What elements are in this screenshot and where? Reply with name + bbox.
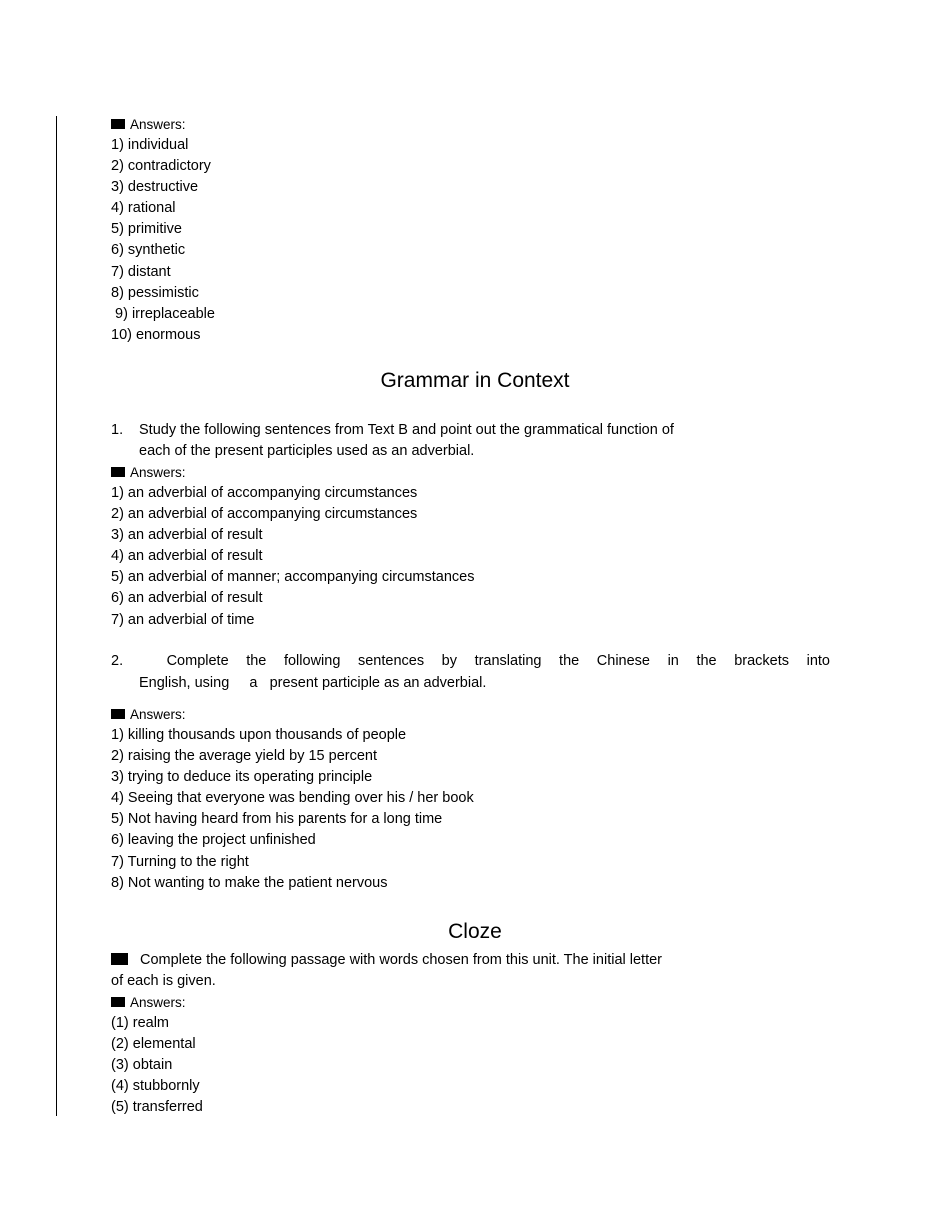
list-item: (2) elemental [111, 1036, 196, 1053]
word: following [283, 653, 341, 669]
question-text-continued: each of the present participles used as an adverbial. [139, 443, 475, 459]
list-item: 5) an adverbial of manner; accompanying circumstances [111, 569, 475, 586]
answers-label: Answers: [111, 114, 215, 135]
list-item: 3) an adverbial of result [111, 527, 263, 544]
word: into [806, 653, 830, 669]
section-title-grammar: Grammar in Context [380, 369, 570, 392]
word: sentences [357, 653, 425, 669]
list-item: (1) realm [111, 1015, 170, 1031]
list-item: 8) pessimistic [111, 284, 199, 301]
word: in [667, 653, 679, 669]
square-bullet-icon [111, 467, 125, 477]
list-item: 1) individual [111, 137, 189, 153]
word: the [246, 653, 267, 669]
list-item: 5) Not having heard from his parents for a long time [111, 811, 443, 828]
question-text-continued: English, using a present participle as an adverbial. [139, 675, 487, 691]
list-item: (4) stubbornly [111, 1078, 200, 1095]
word: brackets [734, 653, 790, 669]
question-2 [111, 651, 830, 894]
list-item: 7) Turning to the right [111, 853, 249, 870]
instruction-continued: of each is given. [111, 973, 216, 989]
margin-rule [56, 116, 57, 1116]
list-item: 4) an adverbial of result [111, 548, 263, 565]
word: the [559, 653, 580, 669]
list-item: 2) contradictory [111, 158, 211, 175]
list-item: 9) irreplaceable [111, 305, 215, 322]
answers-list [111, 725, 830, 894]
list-item: 10) enormous [111, 326, 201, 343]
list-item: 6) leaving the project unfinished [111, 832, 316, 849]
word: Complete [166, 653, 229, 669]
word: Chinese [596, 653, 650, 669]
answers-label: Answers: [111, 992, 662, 1013]
answers-list [111, 1013, 662, 1118]
square-bullet-icon [111, 953, 128, 965]
list-item: 1) an adverbial of accompanying circumstances [111, 485, 418, 501]
list-item: 4) rational [111, 200, 176, 217]
word: translating [474, 653, 542, 669]
square-bullet-icon [111, 997, 125, 1007]
word: the [696, 653, 717, 669]
list-item: 7) distant [111, 263, 171, 280]
square-bullet-icon [111, 709, 125, 719]
list-item: (3) obtain [111, 1057, 173, 1074]
question-1 [111, 420, 674, 631]
list-item: 3) trying to deduce its operating principle [111, 769, 373, 786]
list-item: 6) synthetic [111, 242, 186, 259]
word: by [441, 653, 457, 669]
answers-block-vocabulary [111, 114, 215, 346]
list-item: 1) killing thousands upon thousands of people [111, 727, 407, 743]
instruction: Complete the following passage with words chosen from this unit. The initial letter [111, 950, 662, 971]
question-text: Study the following sentences from Text B and point out the grammatical function of [139, 422, 674, 438]
answers-list [111, 135, 215, 346]
question-number: 1. [111, 422, 124, 438]
square-bullet-icon [111, 119, 125, 129]
answers-label: Answers: [111, 704, 830, 725]
answers-label: Answers: [111, 462, 674, 483]
list-item: 8) Not wanting to make the patient nervous [111, 874, 388, 891]
list-item: 6) an adverbial of result [111, 590, 263, 607]
list-item: 4) Seeing that everyone was bending over his / her book [111, 790, 474, 807]
list-item: (5) transferred [111, 1099, 203, 1116]
question-number: 2. [111, 653, 124, 669]
answers-list [111, 483, 674, 631]
section-title-cloze: Cloze [448, 920, 502, 943]
list-item: 2) raising the average yield by 15 percent [111, 748, 377, 765]
list-item: 7) an adverbial of time [111, 611, 255, 628]
list-item: 5) primitive [111, 221, 182, 238]
list-item: 2) an adverbial of accompanying circumstances [111, 506, 418, 523]
question-text [111, 651, 830, 672]
cloze-block [111, 950, 662, 1118]
list-item: 3) destructive [111, 179, 199, 196]
